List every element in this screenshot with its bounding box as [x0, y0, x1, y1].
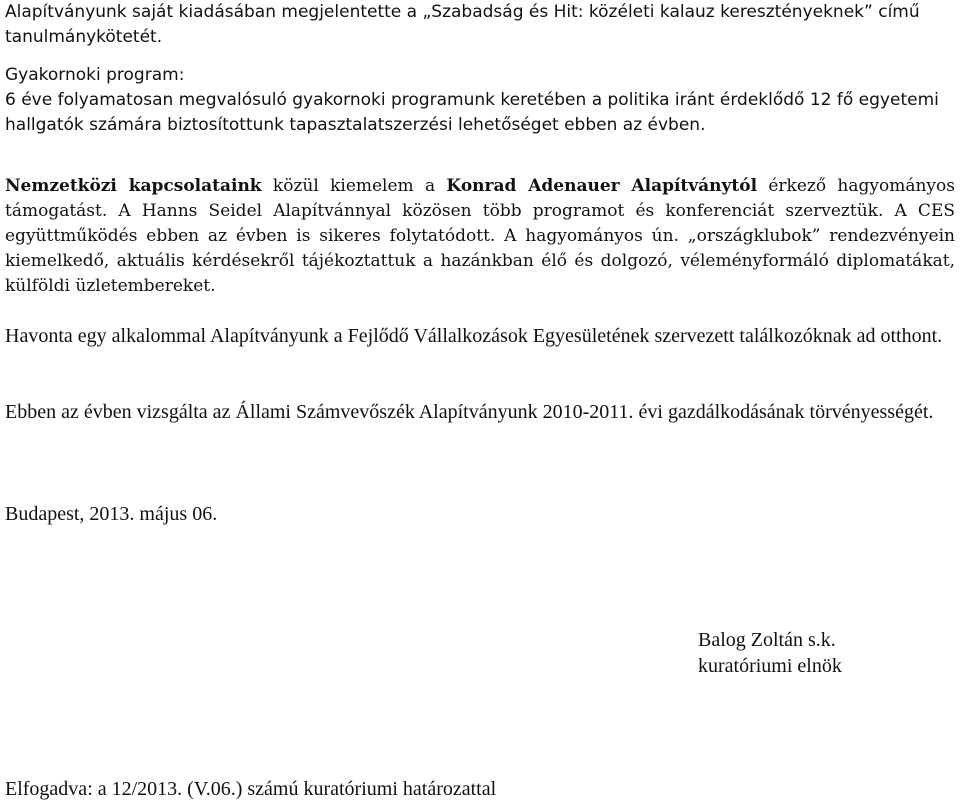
- paragraph-internship: [5, 63, 955, 138]
- paragraph-international: Nemzetközi kapcsolataink közül kiemelem a Konrad Adenauer Alapítványtól érkező hagyományos támogatást. A Hanns Seidel Alapítvánnyal közösen több programot és konferenciát szerveztük. A CES együttműködés ebben az évben is sikeres folytatódott. A hagyományos ún. „országklubok” rendezvényein kiemelkedő, aktuális kérdésekről tájékoztattuk a hazánkban élő és dolgozó, véleményformáló diplomatákat, külföldi üzletembereket.: [5, 176, 955, 296]
- paragraph-publication: Alapítványunk saját kiadásában megjelentette a „Szabadság és Hit: közéleti kalauz keresztényeknek” című tanulmánykötetét.: [5, 2, 920, 47]
- paragraph-audit: Ebben az évben vizsgálta az Állami Számvevőszék Alapítványunk 2010-2011. évi gazdálkodásának törvényességét.: [5, 401, 934, 423]
- date-line: Budapest, 2013. május 06.: [5, 503, 218, 525]
- konrad-adenauer-bold: Konrad Adenauer Alapítványtól: [446, 176, 758, 196]
- internship-heading: Gyakornoki program:: [5, 65, 185, 85]
- signature-title: kuratóriumi elnök: [698, 655, 842, 677]
- internship-text: 6 éve folyamatosan megvalósuló gyakornoki programunk keretében a politika iránt érdeklődő 12 fő egyetemi hallgatók számára biztosítottunk tapasztalatszerzési lehetőséget ebben az évben.: [5, 90, 939, 135]
- footer-resolution: Elfogadva: a 12/2013. (V.06.) számú kuratóriumi határozattal: [5, 778, 497, 800]
- signature-name: Balog Zoltán s.k.: [698, 629, 836, 651]
- paragraph-monthly-meetings: Havonta egy alkalommal Alapítványunk a Fejlődő Vállalkozások Egyesületének szervezett találkozóknak ad otthont.: [5, 325, 943, 347]
- international-relations-bold: Nemzetközi kapcsolataink: [5, 176, 262, 196]
